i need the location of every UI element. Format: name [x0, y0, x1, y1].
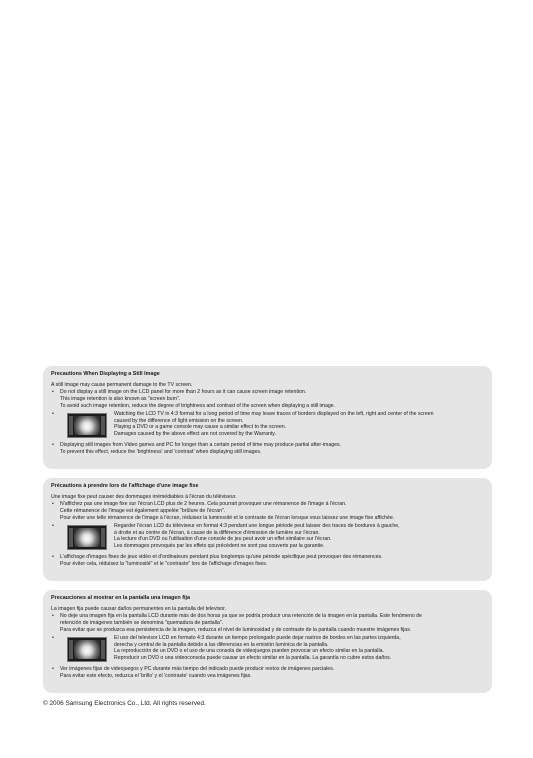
bullet-line: derecha y central de la pantalla debido a las diferencias en la emisión lumínica de la pantalla. — [114, 641, 329, 648]
bullet-line: No deje una imagen fija en la pantalla LCD durante más de dos horas ya que se podría producir una retención de la imagen en la pantalla. Este fenómeno de — [60, 612, 422, 619]
bullet-line: Les dommages provoqués par les effets qui précèdent ne sont pas couverts par la garantie. — [114, 543, 325, 550]
tv-screen-image — [67, 637, 107, 662]
bullet-item-with-image — [51, 635, 485, 664]
bullet-line: El uso del televisor LCD en formato 4:3 durante un tiempo prolongado puede dejar rastros de bordes en las partes izquierda, — [114, 634, 401, 641]
copyright-footer: © 2006 Samsung Electronics Co., Ltd. All rights reserved. — [43, 700, 206, 707]
bullet-item — [51, 442, 485, 456]
bullet-line: Watching the LCD TV in 4:3 format for a long period of time may leave traces of borders displayed on the left, right and center of the screen — [114, 410, 434, 417]
bullet-item — [51, 613, 485, 634]
bullet-line: Displaying still images from Video games and PC for longer than a certain period of time may produce partial after-images. — [60, 441, 342, 448]
bullet-item-with-image — [51, 411, 485, 440]
bullet-line: Damages caused by the above effect are not covered by the Warranty. — [114, 431, 276, 438]
bullet-marker: • — [52, 612, 54, 619]
bullet-line: Pour éviter cela, réduisez la "luminosité" et le "contraste" lors de l'affichage d'images fixes. — [60, 560, 268, 567]
bullet-item — [51, 666, 485, 680]
section-title: Precautions When Displaying a Still Image — [51, 371, 160, 377]
bullet-line: Reproducir un DVD o una videoconsola puede causar un efecto similar en la pantalla. La garantía no cubre estos daños. — [114, 655, 392, 662]
bullet-marker: • — [52, 441, 54, 448]
bullet-line: Pour éviter une telle rémanence de l'image à l'écran, réduisez la luminosité et le contraste de l'écran lorsque vous laissez une image fixe affichée. — [60, 514, 395, 521]
intro-text: La imagen fija puede causar daños permanentes en la pantalla del televisor. — [51, 606, 227, 612]
bullet-line: La reproducción de un DVD o el uso de una consola de videojuegos pueden provocar un efecto similar en la pantalla. — [114, 648, 384, 655]
bullet-line: Para evitar este efecto, reduzca el 'brillo' y el 'contraste' cuando vea imágenes fijas. — [60, 672, 252, 679]
bullet-marker: • — [52, 388, 54, 395]
bullet-line: à droite et au centre de l'écran, à cause de la différence d'émission de lumière sur l'écran. — [114, 529, 320, 536]
bullet-marker: • — [52, 522, 54, 529]
bullet-item — [51, 554, 485, 568]
bullet-marker: • — [52, 634, 54, 641]
precautions-box-french — [43, 478, 492, 581]
bullet-item — [51, 389, 485, 410]
bullet-line: Cette rémanence de l'image est également appelée "brûlure de l'écran". — [60, 507, 226, 514]
precautions-box-spanish — [43, 590, 492, 693]
tv-screen-image — [67, 525, 107, 550]
bullet-line: caused by the difference of light emission on the screen. — [114, 417, 244, 424]
bullet-line: N'affichez pas une image fixe sur l'écran LCD plus de 2 heures. Cela pourrait provoquer une rémanence de l'image à l'écran. — [60, 500, 347, 507]
precautions-box-english — [43, 366, 492, 469]
bullet-line: Para evitar que se produzca esa persistencia de la imagen, reduzca el nivel de luminosidad y de contraste de la pantalla cuando muestre imágenes fijas. — [60, 626, 412, 633]
bullet-line: Ver imágenes fijas de videojuegos y PC durante más tiempo del indicado puede producir restos de imágenes parciales. — [60, 665, 335, 672]
bullet-marker: • — [52, 553, 54, 560]
section-title: Precauciones al mostrar en la pantalla una imagen fija — [51, 595, 191, 601]
bullet-line: Regarder l'écran LCD du téléviseur en format 4:3 pendant une longue période peut laisser des traces de bordures à gauche, — [114, 522, 400, 529]
bullet-line: Playing a DVD or a game console may cause a similar effect to the screen. — [114, 424, 287, 431]
bullet-line: L'affichage d'images fixes de jeux vidéo et d'ordinateurs pendant plus longtemps qu'une période spécifique peut provoquer des rémanences. — [60, 553, 383, 560]
section-title: Précautions à prendre lors de l'affichage d'une image fixe — [51, 483, 199, 489]
bullet-item — [51, 501, 485, 522]
bullet-line: To avoid such image retention, reduce the degree of brightness and contrast of the screen when displaying a still image. — [60, 402, 336, 409]
bullet-marker: • — [52, 500, 54, 507]
intro-text: Une image fixe peut causer des dommages irrémédiables à l'écran du téléviseur. — [51, 494, 237, 500]
bullet-line: retención de imágenes también se denomina "quemadura de pantalla". — [60, 619, 224, 626]
tv-screen-image — [67, 413, 107, 438]
bullet-item-with-image — [51, 523, 485, 552]
bullet-line: This image retention is also known as "screen burn". — [60, 395, 181, 402]
bullet-line: To prevent this effect, reduce the 'brightness' and 'contrast' when displaying still images. — [60, 448, 262, 455]
intro-text: A still image may cause permanent damage to the TV screen. — [51, 382, 193, 388]
bullet-line: La lecture d'un DVD ou l'utilisation d'une console de jeu peut avoir un effet similaire sur l'écran. — [114, 536, 332, 543]
bullet-marker: • — [52, 665, 54, 672]
bullet-line: Do not display a still image on the LCD panel for more than 2 hours as it can cause screen image retention. — [60, 388, 307, 395]
bullet-marker: • — [52, 410, 54, 417]
